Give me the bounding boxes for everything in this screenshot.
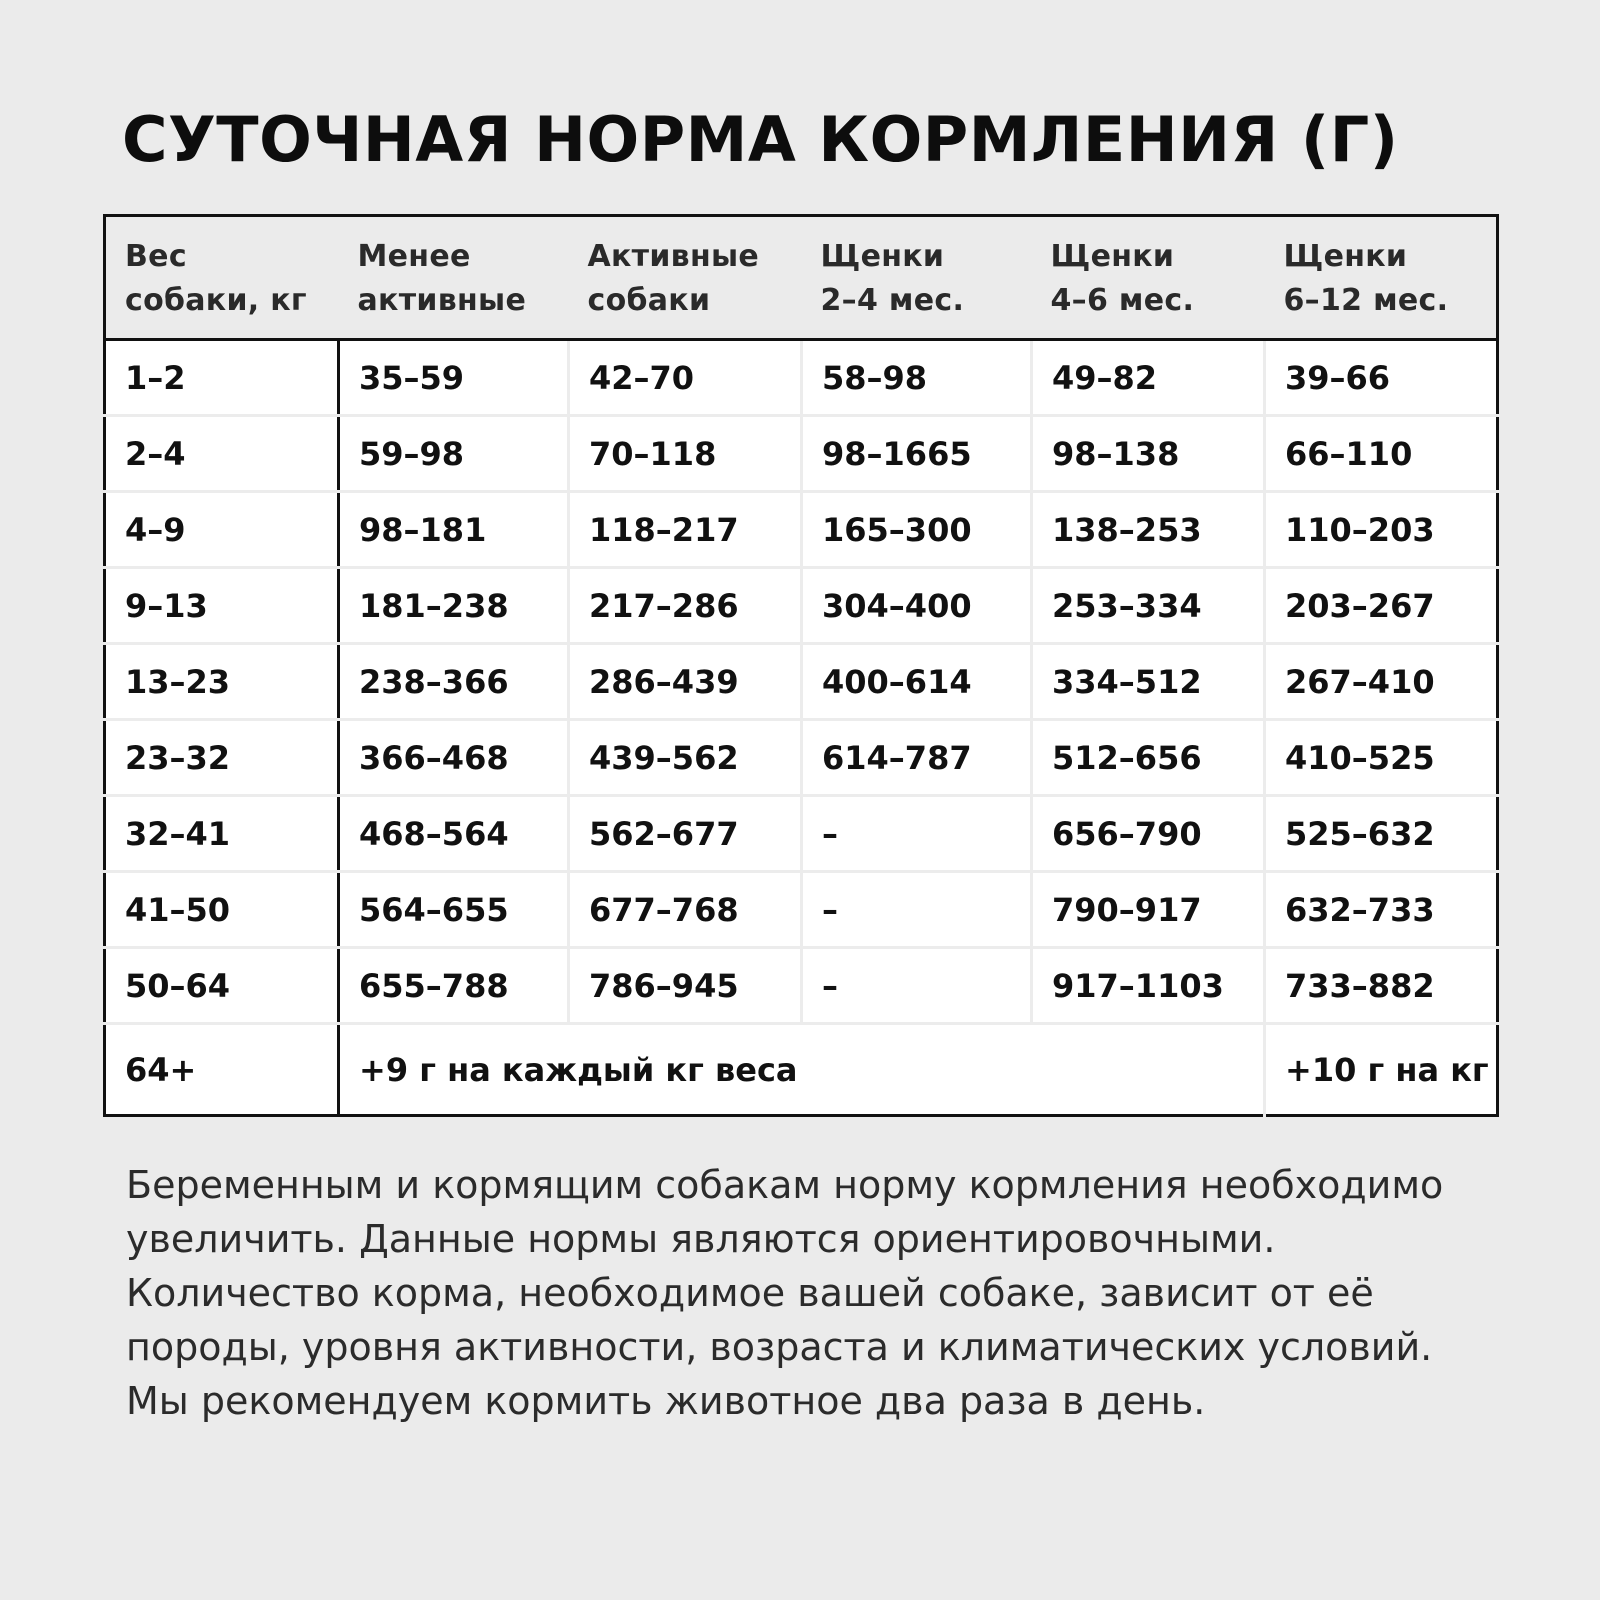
active-cell: 217–286 — [569, 568, 802, 644]
header-line: собаки — [587, 282, 711, 318]
adult-extra-note: +9 г на каждый кг веса — [339, 1024, 1265, 1116]
header-puppies-4-6 — [1032, 216, 1265, 340]
header-line: 2–4 мес. — [820, 282, 965, 318]
weight-cell: 23–32 — [105, 720, 339, 796]
less-active-cell: 564–655 — [339, 872, 569, 948]
table-row — [105, 720, 1498, 796]
puppies-6-12-cell: 733–882 — [1265, 948, 1498, 1024]
puppies-4-6-cell: 334–512 — [1032, 644, 1265, 720]
table-row — [105, 872, 1498, 948]
puppies-2-4-cell: 165–300 — [802, 492, 1032, 568]
active-cell: 286–439 — [569, 644, 802, 720]
header-line: Щенки — [1283, 238, 1408, 274]
table-header — [105, 216, 1498, 340]
active-cell: 562–677 — [569, 796, 802, 872]
less-active-cell: 238–366 — [339, 644, 569, 720]
feeding-note: Беременным и кормящим собакам норму кормления необходимо увеличить. Данные нормы являются ориентировочными. Количество корма, необходимое вашей собаке, зависит от её породы, уровня активности, возраста и климатических условий. Мы рекомендуем кормить животное два раза в день. — [126, 1163, 1444, 1423]
header-puppies-2-4 — [802, 216, 1032, 340]
header-row — [105, 216, 1498, 340]
puppies-2-4-cell: – — [802, 796, 1032, 872]
less-active-cell: 59–98 — [339, 416, 569, 492]
header-line: Вес — [125, 238, 187, 274]
puppies-2-4-cell: 614–787 — [802, 720, 1032, 796]
header-line: активные — [357, 282, 527, 318]
weight-cell: 2–4 — [105, 416, 339, 492]
page-title: СУТОЧНАЯ НОРМА КОРМЛЕНИЯ (Г) — [122, 103, 1399, 176]
header-active — [569, 216, 802, 340]
puppy-extra-note: +10 г на кг — [1285, 1050, 1489, 1089]
puppies-4-6-cell: 656–790 — [1032, 796, 1265, 872]
puppies-6-12-cell: 110–203 — [1265, 492, 1498, 568]
table-row — [105, 948, 1498, 1024]
table-row — [105, 796, 1498, 872]
header-line: Щенки — [820, 238, 945, 274]
active-cell: 786–945 — [569, 948, 802, 1024]
header-line: Активные — [587, 238, 760, 274]
table-row — [105, 492, 1498, 568]
table-row — [105, 416, 1498, 492]
header-less-active — [339, 216, 569, 340]
header-line: собаки, кг — [125, 282, 307, 318]
header-puppies-6-12 — [1265, 216, 1498, 340]
header-line: 6–12 мес. — [1283, 282, 1449, 318]
puppies-4-6-cell: 253–334 — [1032, 568, 1265, 644]
puppies-4-6-cell: 49–82 — [1032, 340, 1265, 416]
active-cell: 677–768 — [569, 872, 802, 948]
puppies-4-6-cell: 138–253 — [1032, 492, 1265, 568]
puppies-4-6-cell: 512–656 — [1032, 720, 1265, 796]
table-row-last — [105, 1024, 1498, 1116]
active-cell: 439–562 — [569, 720, 802, 796]
header-line: Щенки — [1050, 238, 1175, 274]
puppies-6-12-cell: 410–525 — [1265, 720, 1498, 796]
weight-cell: 64+ — [105, 1024, 339, 1116]
header-line: Менее — [357, 238, 471, 274]
less-active-cell: 655–788 — [339, 948, 569, 1024]
less-active-cell: 181–238 — [339, 568, 569, 644]
puppies-6-12-cell: 203–267 — [1265, 568, 1498, 644]
puppies-2-4-cell: – — [802, 948, 1032, 1024]
puppies-4-6-cell: 98–138 — [1032, 416, 1265, 492]
weight-cell: 9–13 — [105, 568, 339, 644]
puppies-6-12-cell: 66–110 — [1265, 416, 1498, 492]
feeding-table — [103, 214, 1499, 1117]
less-active-cell: 366–468 — [339, 720, 569, 796]
puppies-6-12-cell: 632–733 — [1265, 872, 1498, 948]
weight-cell: 32–41 — [105, 796, 339, 872]
header-weight — [105, 216, 339, 340]
puppies-2-4-cell: 400–614 — [802, 644, 1032, 720]
table-row — [105, 340, 1498, 416]
less-active-cell: 468–564 — [339, 796, 569, 872]
puppies-4-6-cell: 790–917 — [1032, 872, 1265, 948]
active-cell: 42–70 — [569, 340, 802, 416]
weight-cell: 1–2 — [105, 340, 339, 416]
puppies-2-4-cell: 58–98 — [802, 340, 1032, 416]
table-row — [105, 568, 1498, 644]
active-cell: 118–217 — [569, 492, 802, 568]
weight-cell: 50–64 — [105, 948, 339, 1024]
active-cell: 70–118 — [569, 416, 802, 492]
weight-cell: 4–9 — [105, 492, 339, 568]
less-active-cell: 35–59 — [339, 340, 569, 416]
table-body — [105, 340, 1498, 1116]
header-line: 4–6 мес. — [1050, 282, 1195, 318]
puppies-2-4-cell: 98–1665 — [802, 416, 1032, 492]
weight-cell: 41–50 — [105, 872, 339, 948]
puppies-6-12-cell: 267–410 — [1265, 644, 1498, 720]
table-row — [105, 644, 1498, 720]
weight-cell: 13–23 — [105, 644, 339, 720]
puppies-6-12-cell: 39–66 — [1265, 340, 1498, 416]
puppies-2-4-cell: – — [802, 872, 1032, 948]
puppies-4-6-cell: 917–1103 — [1032, 948, 1265, 1024]
less-active-cell: 98–181 — [339, 492, 569, 568]
puppies-6-12-cell: 525–632 — [1265, 796, 1498, 872]
puppies-2-4-cell: 304–400 — [802, 568, 1032, 644]
